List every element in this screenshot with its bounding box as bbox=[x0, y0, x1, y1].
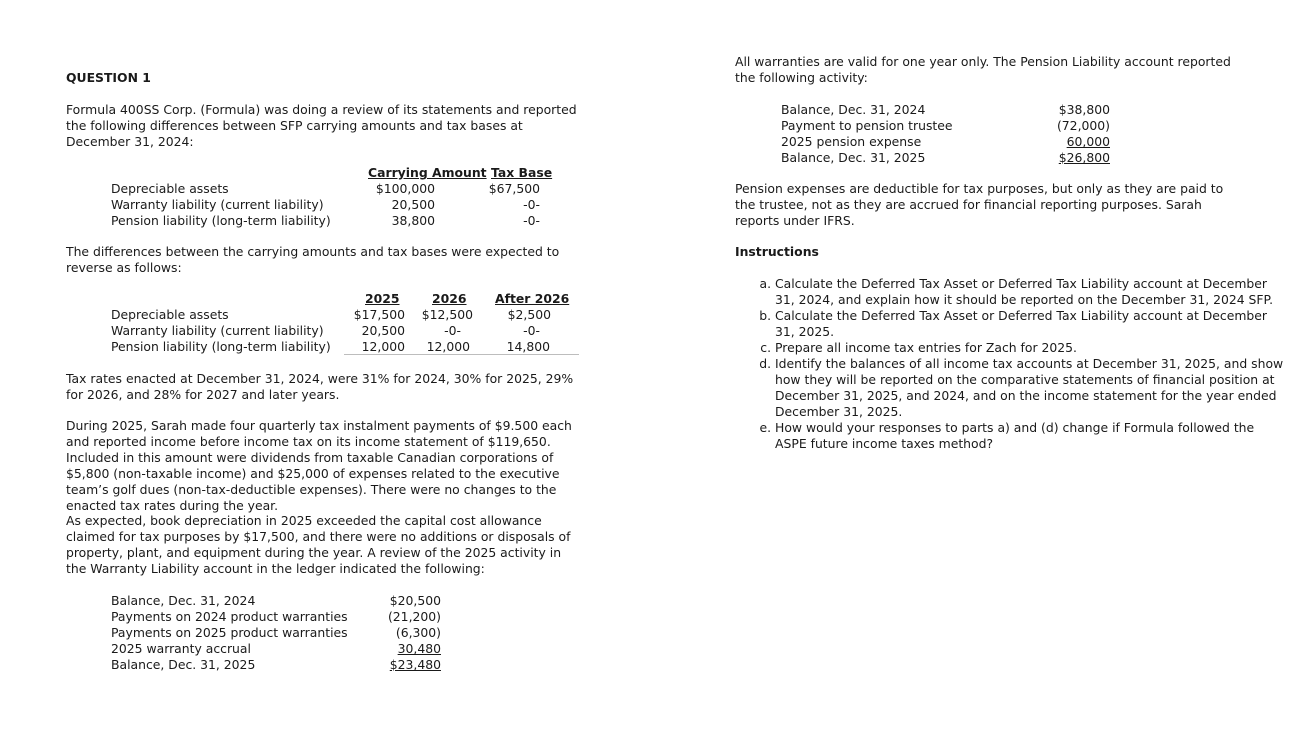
table2-after-value: -0- bbox=[523, 323, 540, 338]
warranty-row-amount: $20,500 bbox=[389, 593, 441, 608]
table2-2026-value: $12,500 bbox=[421, 307, 473, 322]
reverse-paragraph: The differences between the carrying amounts and tax bases were expected to reverse as follows: bbox=[66, 244, 560, 275]
warranty-row-amount: (21,200) bbox=[387, 609, 441, 624]
table2-2025-value: 12,000 bbox=[361, 339, 405, 354]
tax-rates-paragraph: Tax rates enacted at December 31, 2024, were 31% for 2024, 30% for 2025, 29% for 2026, and 28% for 2027 and later years. bbox=[66, 371, 574, 402]
table2-after-value: $2,500 bbox=[507, 307, 551, 322]
instruction-item: e. How would your responses to parts a) and (d) change if Formula followed the ASPE future income taxes method? bbox=[775, 420, 1287, 452]
table2-rule bbox=[344, 354, 579, 355]
instruction-item: d. Identify the balances of all income tax accounts at December 31, 2025, and show how they will be reported on the comparative statements of financial position at December 31, 2025, and 2024, and on the income statement for the year ended December 31, 2025. bbox=[775, 356, 1287, 420]
expected-paragraph: As expected, book depreciation in 2025 exceeded the capital cost allowance claimed for tax purposes by $17,500, and there were no additions or disposals of property, plant, and equipment during the year. A review of the 2025 activity in the Warranty Liability account in the ledger indicated the following: bbox=[66, 513, 571, 576]
table2-row-label: Pension liability (long-term liability) bbox=[111, 339, 331, 354]
warranty-row-label: Balance, Dec. 31, 2024 bbox=[111, 593, 256, 608]
col-header-tax-base: Tax Base bbox=[491, 165, 553, 180]
table2-2026-value: 12,000 bbox=[426, 339, 470, 354]
table1-tax-value: -0- bbox=[523, 197, 540, 212]
instructions-list bbox=[735, 276, 1287, 452]
warranty-row-label: Balance, Dec. 31, 2025 bbox=[111, 657, 256, 672]
table2-row-label: Depreciable assets bbox=[111, 307, 229, 322]
pension-row-amount: $38,800 bbox=[1058, 102, 1110, 117]
table2-2026-value: -0- bbox=[444, 323, 461, 338]
table2-2025-value: 20,500 bbox=[361, 323, 405, 338]
pension-row-amount: $26,800 bbox=[1058, 150, 1110, 165]
warranty-row-amount: $23,480 bbox=[389, 657, 441, 672]
during-2025-paragraph: During 2025, Sarah made four quarterly tax instalment payments of $9.500 each and reported income before income tax on its income statement of $119,650. Included in this amount were dividends from taxable Canadian corporations of $5,800 (non-taxable income) and $25,000 of expenses related to the executive team’s golf dues (non-tax-deductible expenses). There were no changes to the enacted tax rates during the year. bbox=[66, 418, 572, 513]
table1-carrying-value: $100,000 bbox=[375, 181, 435, 196]
instruction-item: c. Prepare all income tax entries for Zach for 2025. bbox=[775, 340, 1287, 356]
col-header-after-2026: After 2026 bbox=[495, 291, 570, 306]
col-header-2025: 2025 bbox=[365, 291, 400, 306]
instruction-item: b. Calculate the Deferred Tax Asset or Deferred Tax Liability account at December 31, 2025. bbox=[775, 308, 1287, 340]
pension-row-label: Balance, Dec. 31, 2024 bbox=[781, 102, 926, 117]
col-header-2026: 2026 bbox=[432, 291, 467, 306]
warranty-row-amount: (6,300) bbox=[395, 625, 441, 640]
table1-carrying-value: 38,800 bbox=[391, 213, 435, 228]
intro-paragraph: Formula 400SS Corp. (Formula) was doing a review of its statements and reported the following differences between SFP carrying amounts and tax bases at December 31, 2024: bbox=[66, 102, 577, 149]
table2-after-value: 14,800 bbox=[506, 339, 550, 354]
warranty-row-label: Payments on 2025 product warranties bbox=[111, 625, 348, 640]
pension-row-label: 2025 pension expense bbox=[781, 134, 922, 149]
table1-carrying-value: 20,500 bbox=[391, 197, 435, 212]
warranty-row-amount: 30,480 bbox=[397, 641, 441, 656]
warranties-paragraph: All warranties are valid for one year only. The Pension Liability account reported the following activity: bbox=[735, 54, 1231, 85]
pension-row-label: Payment to pension trustee bbox=[781, 118, 953, 133]
pension-row-label: Balance, Dec. 31, 2025 bbox=[781, 150, 926, 165]
col-header-carrying-amount: Carrying Amount bbox=[368, 165, 487, 180]
table1-row-label: Depreciable assets bbox=[111, 181, 229, 196]
warranty-row-label: Payments on 2024 product warranties bbox=[111, 609, 348, 624]
table2-row-label: Warranty liability (current liability) bbox=[111, 323, 324, 338]
table1-tax-value: $67,500 bbox=[488, 181, 540, 196]
pension-row-amount: 60,000 bbox=[1066, 134, 1110, 149]
pension-row-amount: (72,000) bbox=[1056, 118, 1110, 133]
table1-tax-value: -0- bbox=[523, 213, 540, 228]
question-title: QUESTION 1 bbox=[66, 70, 151, 85]
table1-row-label: Pension liability (long-term liability) bbox=[111, 213, 331, 228]
pension-paragraph: Pension expenses are deductible for tax purposes, but only as they are paid to the trustee, not as they are accrued for financial reporting purposes. Sarah reports under IFRS. bbox=[735, 181, 1224, 228]
instructions-title: Instructions bbox=[735, 244, 819, 259]
warranty-row-label: 2025 warranty accrual bbox=[111, 641, 251, 656]
table2-2025-value: $17,500 bbox=[353, 307, 405, 322]
instruction-item: a. Calculate the Deferred Tax Asset or Deferred Tax Liability account at December 31, 2024, and explain how it should be reported on the December 31, 2024 SFP. bbox=[775, 276, 1287, 308]
table1-row-label: Warranty liability (current liability) bbox=[111, 197, 324, 212]
